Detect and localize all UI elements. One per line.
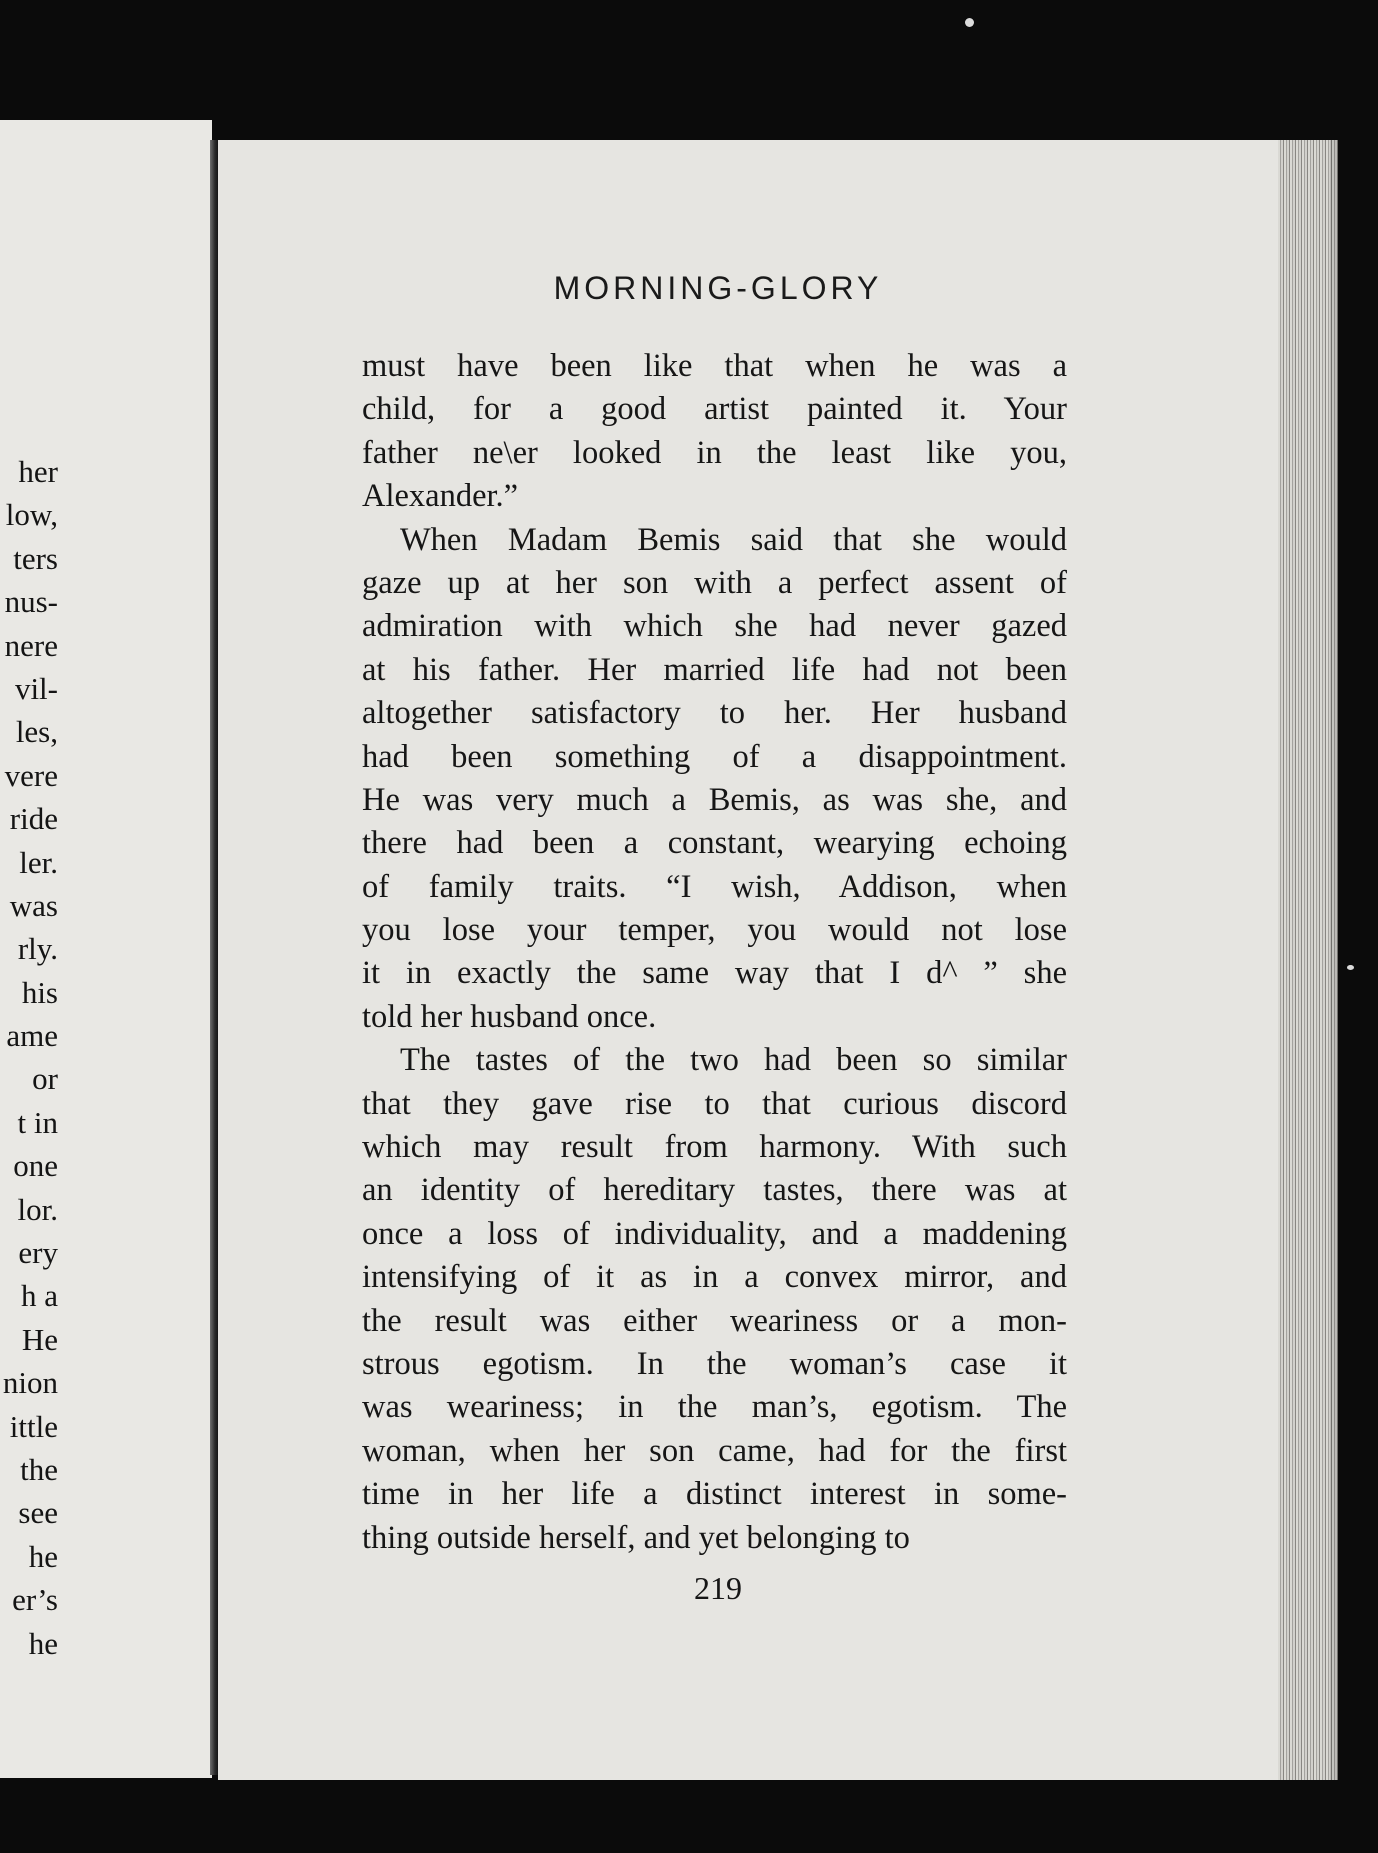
left-page-fragment: ride (9, 801, 58, 837)
text-line: When Madam Bemis said that she would (400, 521, 1067, 558)
left-page-line (0, 1188, 58, 1231)
left-page-fragment: lor. (17, 1191, 58, 1227)
left-page-line (0, 841, 58, 884)
left-page-fragment: h a (20, 1278, 58, 1314)
text-line: father ne\er looked in the least like you, (362, 434, 1067, 471)
text-line: child, for a good artist painted it. Your (362, 391, 1067, 428)
left-page-line (0, 797, 58, 840)
left-page-fragment: ery (18, 1235, 58, 1271)
left-page-fragment: ittle (9, 1408, 58, 1444)
left-page-fragment: ters (13, 540, 58, 576)
text-line: was weariness; in the man’s, egotism. The (362, 1389, 1067, 1426)
left-page-line (0, 1535, 58, 1578)
left-page-line (0, 1448, 58, 1491)
text-line: you lose your temper, you would not lose (362, 912, 1067, 949)
left-page-fragment: his (21, 974, 58, 1010)
text-line: had been something of a disappointment. (362, 738, 1067, 775)
left-page-line (0, 450, 58, 493)
left-page-line (0, 624, 58, 667)
text-line: that they gave rise to that curious discord (362, 1085, 1067, 1122)
text-line: there had been a constant, wearying echoing (362, 825, 1067, 862)
left-page-line (0, 1014, 58, 1057)
text-line: The tastes of the two had been so similar (400, 1042, 1067, 1079)
text-line: gaze up at her son with a perfect assent of (362, 564, 1067, 601)
page-edge (1278, 140, 1338, 1780)
left-page-fragment: see (18, 1495, 58, 1531)
text-line: admiration with which she had never gazed (362, 608, 1067, 645)
left-page-fragment: er’s (12, 1582, 58, 1618)
left-page-line (0, 1622, 58, 1665)
left-page-line (0, 1101, 58, 1144)
left-page-line (0, 1318, 58, 1361)
text-line: intensifying of it as in a convex mirror, and (362, 1259, 1067, 1296)
left-page-line (0, 493, 58, 536)
left-page-line (0, 1057, 58, 1100)
body-text (362, 345, 1067, 1560)
left-page-fragment: nere (4, 627, 58, 663)
left-page-fragment: her (18, 454, 58, 489)
text-line: of family traits. “I wish, Addison, when (362, 868, 1067, 905)
dust-speck (965, 18, 974, 27)
text-line: strous egotism. In the woman’s case it (362, 1345, 1067, 1382)
text-line: the result was either weariness or a mon- (362, 1302, 1067, 1339)
text-line: Alexander.” (362, 478, 519, 515)
left-page-fragment: he (28, 1538, 58, 1574)
left-page-fragment: the (20, 1451, 58, 1487)
left-page (0, 120, 212, 1778)
left-page-line (0, 927, 58, 970)
text-line: told her husband once. (362, 998, 657, 1035)
left-page-fragment: vil- (14, 670, 58, 706)
text-line: He was very much a Bemis, as was she, and (362, 781, 1067, 818)
left-page-fragment: low, (5, 497, 58, 533)
left-page-line (0, 1274, 58, 1317)
dust-speck (1347, 965, 1354, 970)
left-page-line (0, 580, 58, 623)
left-page-fragment: or (32, 1061, 58, 1097)
left-page-fragment: he (28, 1625, 58, 1661)
left-page-line (0, 754, 58, 797)
left-page-line (0, 667, 58, 710)
text-line: it in exactly the same way that I d^ ” she (362, 955, 1067, 992)
left-page-line (0, 1491, 58, 1534)
left-page-line (0, 710, 58, 753)
left-page-fragment: was (9, 887, 58, 923)
text-line: time in her life a distinct interest in some- (362, 1476, 1067, 1513)
left-page-line (0, 1231, 58, 1274)
left-page-line (0, 1578, 58, 1621)
left-page-fragment: t in (17, 1104, 58, 1140)
left-page-fragment: ler. (19, 844, 58, 880)
left-page-line (0, 1144, 58, 1187)
book-gutter (210, 140, 218, 1775)
text-line: woman, when her son came, had for the first (362, 1432, 1067, 1469)
text-line: which may result from harmony. With such (362, 1129, 1067, 1166)
left-page-fragment: one (13, 1148, 58, 1184)
running-head: MORNING-GLORY (553, 270, 883, 306)
left-page-fragment: rly. (17, 931, 58, 967)
text-line: once a loss of individuality, and a maddening (362, 1215, 1067, 1252)
left-page-fragment: ame (6, 1018, 58, 1054)
left-page-line (0, 1361, 58, 1404)
left-page-fragment: vere (4, 757, 58, 793)
left-page-fragment: les, (15, 714, 58, 750)
left-page-text (0, 450, 58, 1665)
text-line: thing outside herself, and yet belonging to (362, 1519, 910, 1556)
text-line: an identity of hereditary tastes, there was at (362, 1172, 1067, 1209)
text-line: altogether satisfactory to her. Her husband (362, 695, 1067, 732)
text-line: must have been like that when he was a (362, 348, 1067, 384)
text-line: at his father. Her married life had not been (362, 651, 1067, 688)
left-page-line (0, 884, 58, 927)
left-page-fragment: nion (2, 1365, 58, 1401)
left-page-line (0, 971, 58, 1014)
left-page-line (0, 1405, 58, 1448)
left-page-line (0, 537, 58, 580)
left-page-fragment: nus- (4, 584, 58, 620)
page-number: 219 (694, 1570, 742, 1606)
left-page-fragment: He (21, 1321, 58, 1357)
